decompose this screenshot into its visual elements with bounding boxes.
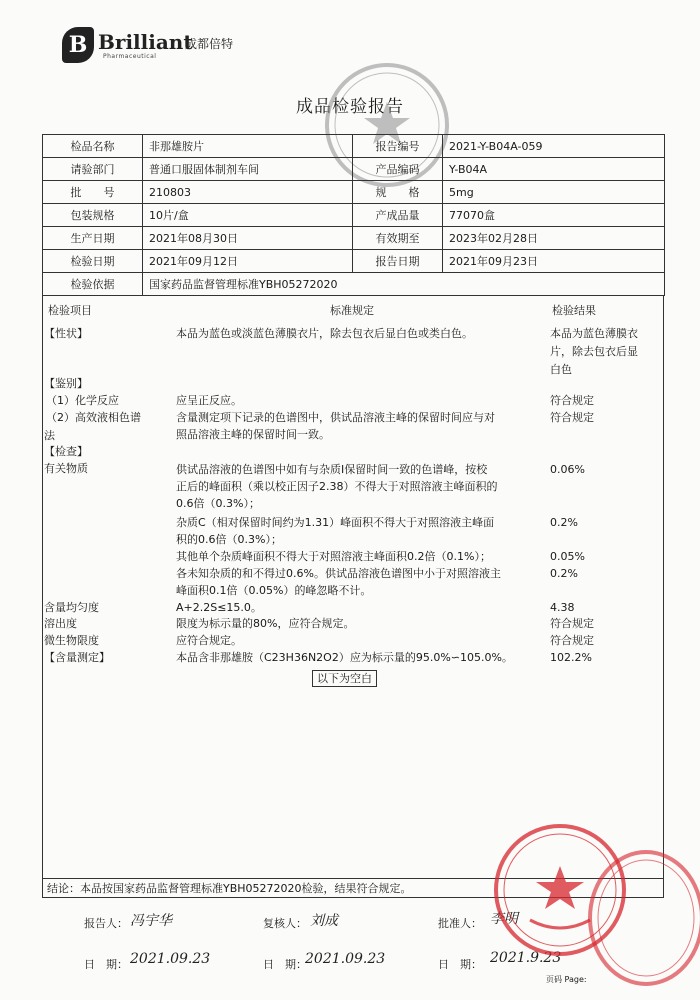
- uniformity-title: 含量均匀度: [44, 601, 99, 614]
- dept-label: 请验部门: [43, 158, 143, 181]
- ident-2-label-cont: 法: [44, 429, 55, 442]
- test-date-label: 检验日期: [43, 250, 143, 273]
- reviewer-date: 2021.09.23: [305, 951, 386, 967]
- expiry-label: 有效期至: [353, 227, 443, 250]
- report-date-label: 报告日期: [353, 250, 443, 273]
- product-name-label: 检品名称: [43, 135, 143, 158]
- related-substances-title: 有关物质: [44, 462, 88, 475]
- dissolution-standard: 限度为标示量的80%，应符合规定。: [176, 617, 355, 630]
- related-2-line1: 杂质C（相对保留时间约为1.31）峰面积不得大于对照溶液主峰面: [176, 516, 495, 529]
- pack-label: 包装规格: [43, 204, 143, 227]
- product-name-value: 非那雄胺片: [143, 135, 353, 158]
- ident-2-standard-line2: 照品溶液主峰的保留时间一致。: [176, 428, 330, 441]
- brilliant-logo-icon: B: [62, 27, 94, 63]
- basis-value: 国家药品监督管理标准YBH05272020: [143, 273, 665, 296]
- column-standard-header: 标准规定: [330, 304, 374, 317]
- batch-value: 210803: [143, 181, 353, 204]
- table-row: [43, 181, 665, 204]
- related-4-result: 0.2%: [550, 567, 578, 580]
- table-row: [43, 204, 665, 227]
- uniformity-standard: A+2.2S≤15.0。: [176, 601, 262, 614]
- related-4-line2: 峰面积0.1倍（0.05%）的峰忽略不计。: [176, 584, 372, 597]
- microbial-standard: 应符合规定。: [176, 634, 242, 647]
- brand-name: Brilliant: [98, 30, 193, 54]
- character-title: 【性状】: [44, 327, 88, 340]
- product-code-value: Y-B04A: [443, 158, 665, 181]
- assay-standard: 本品含非那雄胺（C23H36N2O2）应为标示量的95.0%∽105.0%。: [176, 651, 513, 664]
- microbial-title: 微生物限度: [44, 634, 99, 647]
- column-result-header: 检验结果: [552, 304, 596, 317]
- mfg-date-label: 生产日期: [43, 227, 143, 250]
- conclusion: 结论：本品按国家药品监督管理标准YBH05272020检验，结果符合规定。: [42, 878, 664, 898]
- spec-value: 5mg: [443, 181, 665, 204]
- related-3-result: 0.05%: [550, 550, 585, 563]
- basis-label: 检验依据: [43, 273, 143, 296]
- ident-2-standard-line1: 含量测定项下记录的色谱图中，供试品溶液主峰的保留时间应与对: [176, 411, 495, 424]
- brand-subtitle: Pharmaceutical: [103, 53, 157, 60]
- table-row: [43, 135, 665, 158]
- related-1-line1: 供试品溶液的色谱图中如有与杂质I保留时间一致的色谱峰，按校: [176, 463, 488, 476]
- pack-value: 10片/盒: [143, 204, 353, 227]
- reviewer-label: 复核人：: [263, 917, 307, 930]
- ident-title: 【鉴别】: [44, 377, 88, 390]
- character-result-line1: 本品为蓝色薄膜衣: [550, 327, 638, 340]
- table-row: [43, 158, 665, 181]
- report-number-label: 报告编号: [353, 135, 443, 158]
- quantity-label: 产成品量: [353, 204, 443, 227]
- blank-below-note: 以下为空白: [312, 670, 377, 687]
- test-date-value: 2021年09月12日: [143, 250, 353, 273]
- related-4-line1: 各未知杂质的和不得过0.6%。供试品溶液色谱图中小于对照溶液主: [176, 567, 501, 580]
- product-info-table: [42, 134, 665, 296]
- batch-label: 批 号: [43, 181, 143, 204]
- column-item-header: 检验项目: [48, 304, 92, 317]
- approver-date: 2021.9.23: [490, 950, 562, 966]
- related-2-result: 0.2%: [550, 516, 578, 529]
- ident-1-result: 符合规定: [550, 394, 594, 407]
- ident-2-label: （2）高效液相色谱: [46, 411, 141, 424]
- report-number-value: 2021-Y-B04A-059: [443, 135, 665, 158]
- reporter-label: 报告人：: [84, 917, 128, 930]
- character-standard: 本品为蓝色或淡蓝色薄膜衣片，除去包衣后显白色或类白色。: [176, 327, 473, 340]
- reporter-date-label: 日 期：: [84, 958, 128, 971]
- reporter-date: 2021.09.23: [130, 951, 211, 967]
- brand-chinese-name: 成都倍特: [185, 37, 234, 51]
- ident-1-standard: 应呈正反应。: [176, 394, 242, 407]
- table-row: [43, 273, 665, 296]
- expiry-value: 2023年02月28日: [443, 227, 665, 250]
- related-3: 其他单个杂质峰面积不得大于对照溶液主峰面积0.2倍（0.1%）；: [176, 550, 491, 563]
- related-1-result: 0.06%: [550, 463, 585, 476]
- reviewer-date-label: 日 期：: [263, 958, 307, 971]
- reporter-signature: 冯宇华: [130, 913, 172, 929]
- dissolution-title: 溶出度: [44, 617, 77, 630]
- second-red-stamp: [586, 848, 700, 988]
- mfg-date-value: 2021年08月30日: [143, 227, 353, 250]
- product-code-label: 产品编码: [353, 158, 443, 181]
- uniformity-result: 4.38: [550, 601, 575, 614]
- page-number: 页码 Page:: [546, 975, 587, 984]
- assay-title: 【含量测定】: [44, 651, 110, 664]
- spec-label: 规 格: [353, 181, 443, 204]
- check-title: 【检查】: [44, 445, 88, 458]
- character-result-line3: 白色: [550, 363, 572, 376]
- approver-date-label: 日 期：: [438, 958, 482, 971]
- approver-label: 批准人：: [438, 917, 482, 930]
- approver-signature: 李明: [490, 911, 518, 927]
- microbial-result: 符合规定: [550, 634, 594, 647]
- ident-2-result: 符合规定: [550, 411, 594, 424]
- table-row: [43, 227, 665, 250]
- related-1-line3: 0.6倍（0.3%）；: [176, 497, 260, 510]
- report-date-value: 2021年09月23日: [443, 250, 665, 273]
- dept-value: 普通口服固体制剂车间: [143, 158, 353, 181]
- document-title: 成品检验报告: [296, 97, 404, 117]
- related-1-line2: 正后的峰面积（乘以校正因子2.38）不得大于对照溶液主峰面积的: [176, 480, 498, 493]
- character-result-line2: 片，除去包衣后显: [550, 345, 638, 358]
- dissolution-result: 符合规定: [550, 617, 594, 630]
- related-2-line2: 积的0.6倍（0.3%）；: [176, 533, 282, 546]
- ident-1-label: （1）化学反应: [46, 394, 119, 407]
- reviewer-signature: 刘成: [310, 913, 338, 929]
- assay-result: 102.2%: [550, 651, 592, 664]
- quantity-value: 77070盒: [443, 204, 665, 227]
- table-row: [43, 250, 665, 273]
